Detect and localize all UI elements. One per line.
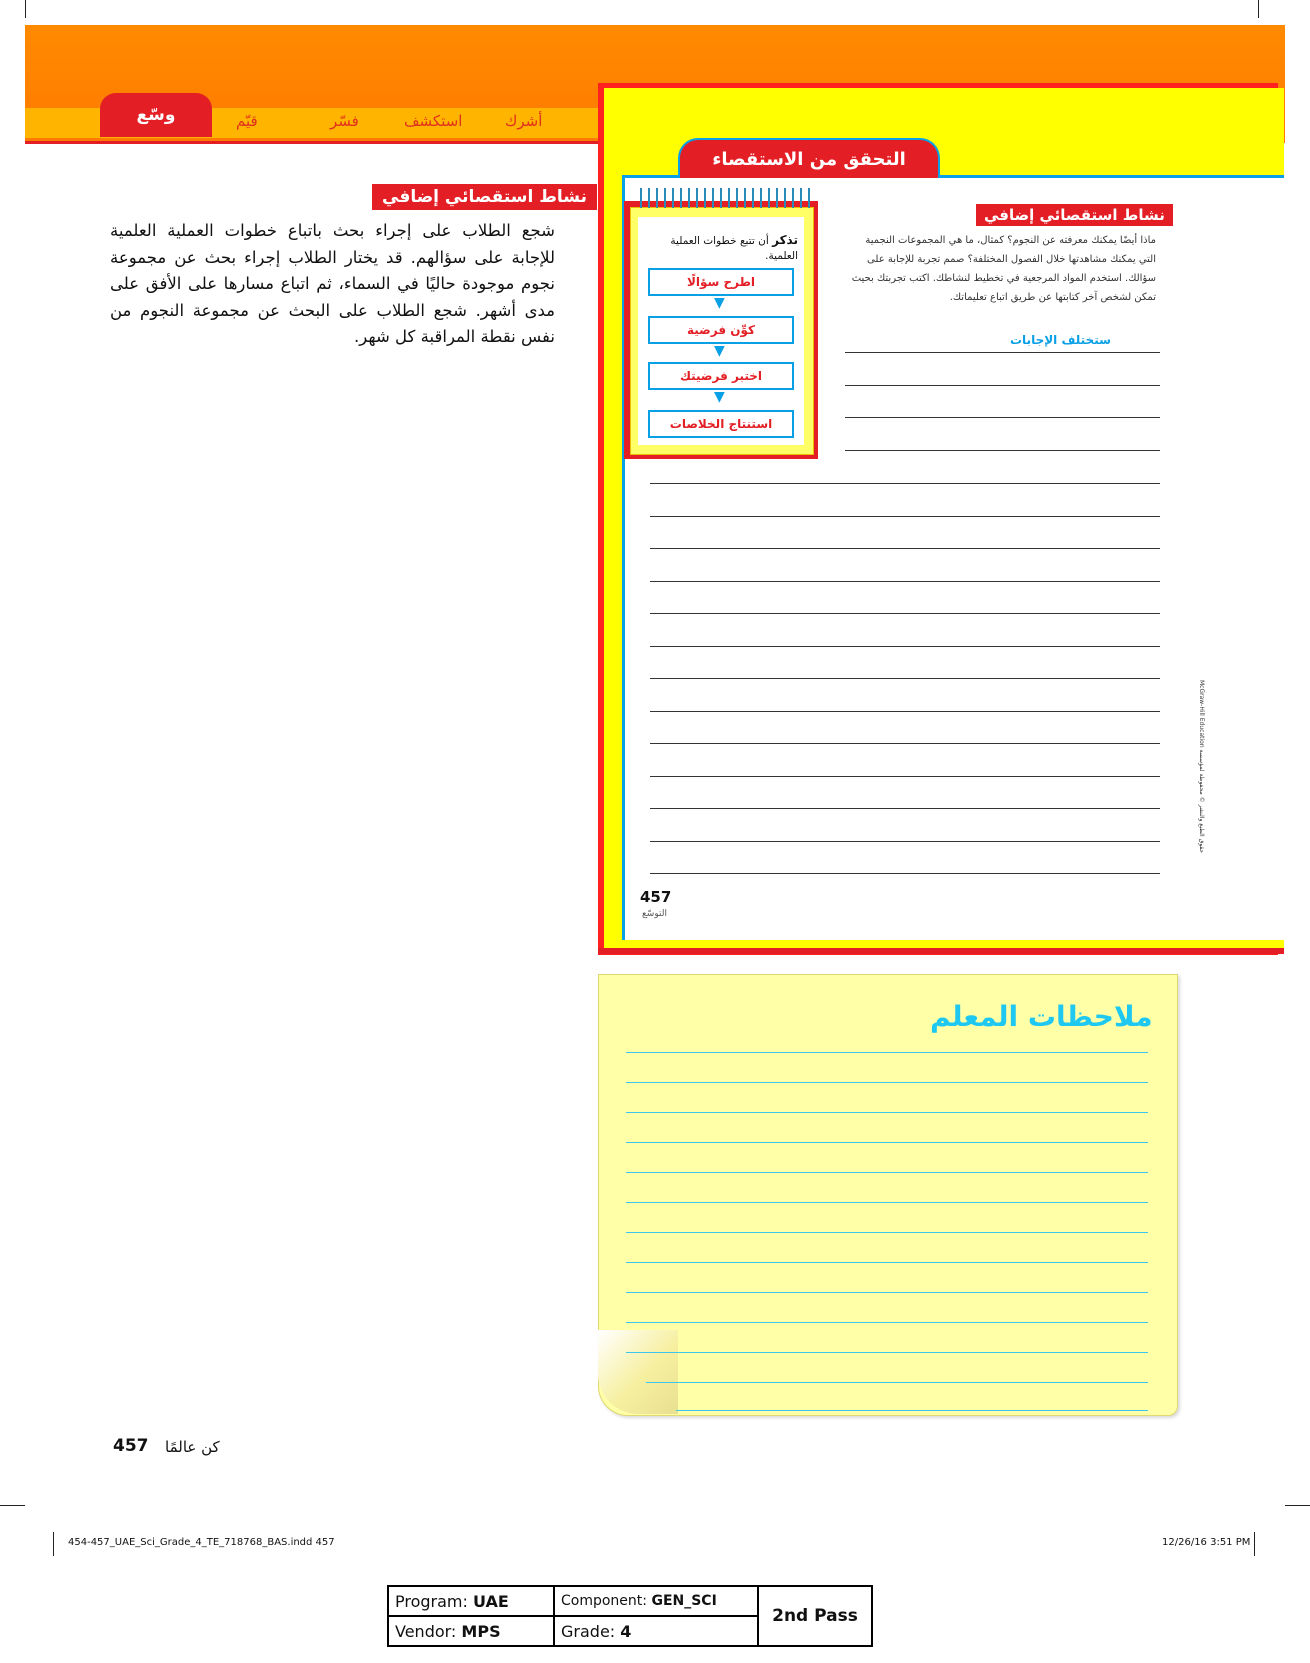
- writing-line: [845, 450, 1160, 451]
- writing-line: [650, 613, 1160, 614]
- notes-line: [626, 1082, 1148, 1083]
- writing-line: [650, 711, 1160, 712]
- notes-line: [646, 1382, 1148, 1383]
- footer-book-title: كن عالمًا: [165, 1438, 220, 1456]
- writing-line: [845, 352, 1160, 353]
- program-cell: [388, 1586, 554, 1616]
- program-label: Program:: [395, 1591, 468, 1611]
- tab-explore[interactable]: استكشف: [404, 112, 463, 130]
- notes-line: [626, 1292, 1148, 1293]
- notes-line: [626, 1052, 1148, 1053]
- crop-mark: [1258, 0, 1259, 18]
- grade-value: 4: [620, 1621, 632, 1641]
- student-page-bottom-rule: [598, 948, 1284, 954]
- footer-page-number: 457: [113, 1436, 149, 1456]
- notes-line: [626, 1112, 1148, 1113]
- slug-date: 12/26/16 3:51 PM: [1162, 1537, 1251, 1548]
- writing-line: [650, 678, 1160, 679]
- down-arrow-icon: ▼: [714, 343, 725, 359]
- writing-line: [650, 743, 1160, 744]
- crop-mark: [1285, 1505, 1310, 1506]
- tab-evaluate[interactable]: قيّم: [236, 112, 258, 130]
- vendor-cell: [388, 1616, 554, 1646]
- remember-text: أن تتبع خطوات العملية العلمية.: [670, 235, 798, 262]
- grade-cell: [554, 1616, 758, 1646]
- notes-line: [626, 1202, 1148, 1203]
- print-info-box: [387, 1585, 873, 1647]
- writing-line: [650, 873, 1160, 874]
- step-test-hypothesis: اختبر فرضيتك: [648, 362, 794, 390]
- down-arrow-icon: ▼: [714, 389, 725, 405]
- vendor-value: MPS: [461, 1621, 501, 1641]
- pass-cell: 2nd Pass: [758, 1586, 872, 1646]
- teacher-notes-title: ملاحظات المعلم: [930, 1000, 1153, 1033]
- writing-line: [650, 808, 1160, 809]
- writing-line: [650, 516, 1160, 517]
- crop-mark: [53, 1532, 54, 1556]
- crop-mark: [1254, 1532, 1255, 1556]
- step-ask-question: اطرح سؤالًا: [648, 268, 794, 296]
- component-cell: [554, 1586, 758, 1616]
- vertical-credit: McGraw-Hill Education حقوق الطبع والنشر © محفوظة لمؤسسة: [1198, 680, 1205, 854]
- notes-line: [626, 1262, 1148, 1263]
- answers-vary-label: ستختلف الإجابات: [1010, 333, 1111, 347]
- writing-line: [845, 417, 1160, 418]
- program-value: UAE: [473, 1591, 509, 1611]
- notes-line: [626, 1172, 1148, 1173]
- writing-line: [650, 646, 1160, 647]
- step-draw-conclusions: استنتاج الخلاصات: [648, 410, 794, 438]
- crop-mark: [0, 1505, 25, 1506]
- spiral-binding-icon: [640, 188, 810, 208]
- writing-line: [650, 483, 1160, 484]
- component-label: Component:: [561, 1593, 647, 1609]
- notes-line: [626, 1232, 1148, 1233]
- page-curl-icon: [598, 1330, 678, 1414]
- writing-line: [650, 581, 1160, 582]
- notes-line: [676, 1410, 1148, 1411]
- crop-mark: [25, 0, 26, 18]
- student-page-label: التوسّع: [642, 909, 667, 919]
- remember-word: تذكر: [772, 233, 798, 247]
- header-rule: [25, 141, 605, 144]
- tab-explain[interactable]: فسّر: [330, 112, 359, 130]
- remember-note: [642, 233, 798, 264]
- notes-line: [626, 1142, 1148, 1143]
- vendor-label: Vendor:: [395, 1621, 457, 1641]
- teacher-notes-card: [598, 974, 1178, 1416]
- tab-extend-active[interactable]: وسّع: [100, 93, 212, 137]
- writing-line: [845, 385, 1160, 386]
- step-form-hypothesis: كوِّن فرضية: [648, 316, 794, 344]
- inquiry-check-banner: التحقق من الاستقصاء: [678, 138, 940, 178]
- notes-line: [626, 1322, 1148, 1323]
- grade-label: Grade:: [561, 1621, 616, 1641]
- left-activity-body: شجع الطلاب على إجراء بحث باتباع خطوات العملية العلمية للإجابة على سؤالهم. قد يختار الطلاب إجراء بحث عن مجموعة نجوم موجودة حاليًا في السماء، ثم اتباع مسارها على الأفق على مدى أشهر. شجع الطلاب على البحث عن مجموعة النجوم من نفس نقطة المراقبة كل شهر.: [110, 221, 555, 346]
- writing-line: [650, 841, 1160, 842]
- writing-line: [650, 548, 1160, 549]
- slug-filename: 454-457_UAE_Sci_Grade_4_TE_718768_BAS.indd 457: [68, 1537, 335, 1548]
- notes-line: [626, 1352, 1148, 1353]
- student-page-number: 457: [640, 888, 672, 906]
- tab-engage[interactable]: أشرك: [505, 112, 543, 130]
- component-value: GEN_SCI: [651, 1593, 717, 1609]
- student-activity-text: ماذا أيضًا يمكنك معرفته عن النجوم؟ كمثال، ما هي المجموعات النجمية التي يمكنك مشاهدتها خلال الفصول المختلفة؟ صمم تجربة للإجابة على سؤالك. استخدم المواد المرجعية في تخطيط لنشاطك. اكتب تجربتك بحيث تمكن لشخص آخر كتابتها عن طريق اتباع تعليماتك.: [851, 235, 1156, 303]
- student-activity-heading: نشاط استقصائي إضافي: [976, 204, 1173, 226]
- left-activity-heading: نشاط استقصائي إضافي: [372, 184, 597, 210]
- writing-line: [650, 776, 1160, 777]
- down-arrow-icon: ▼: [714, 295, 725, 311]
